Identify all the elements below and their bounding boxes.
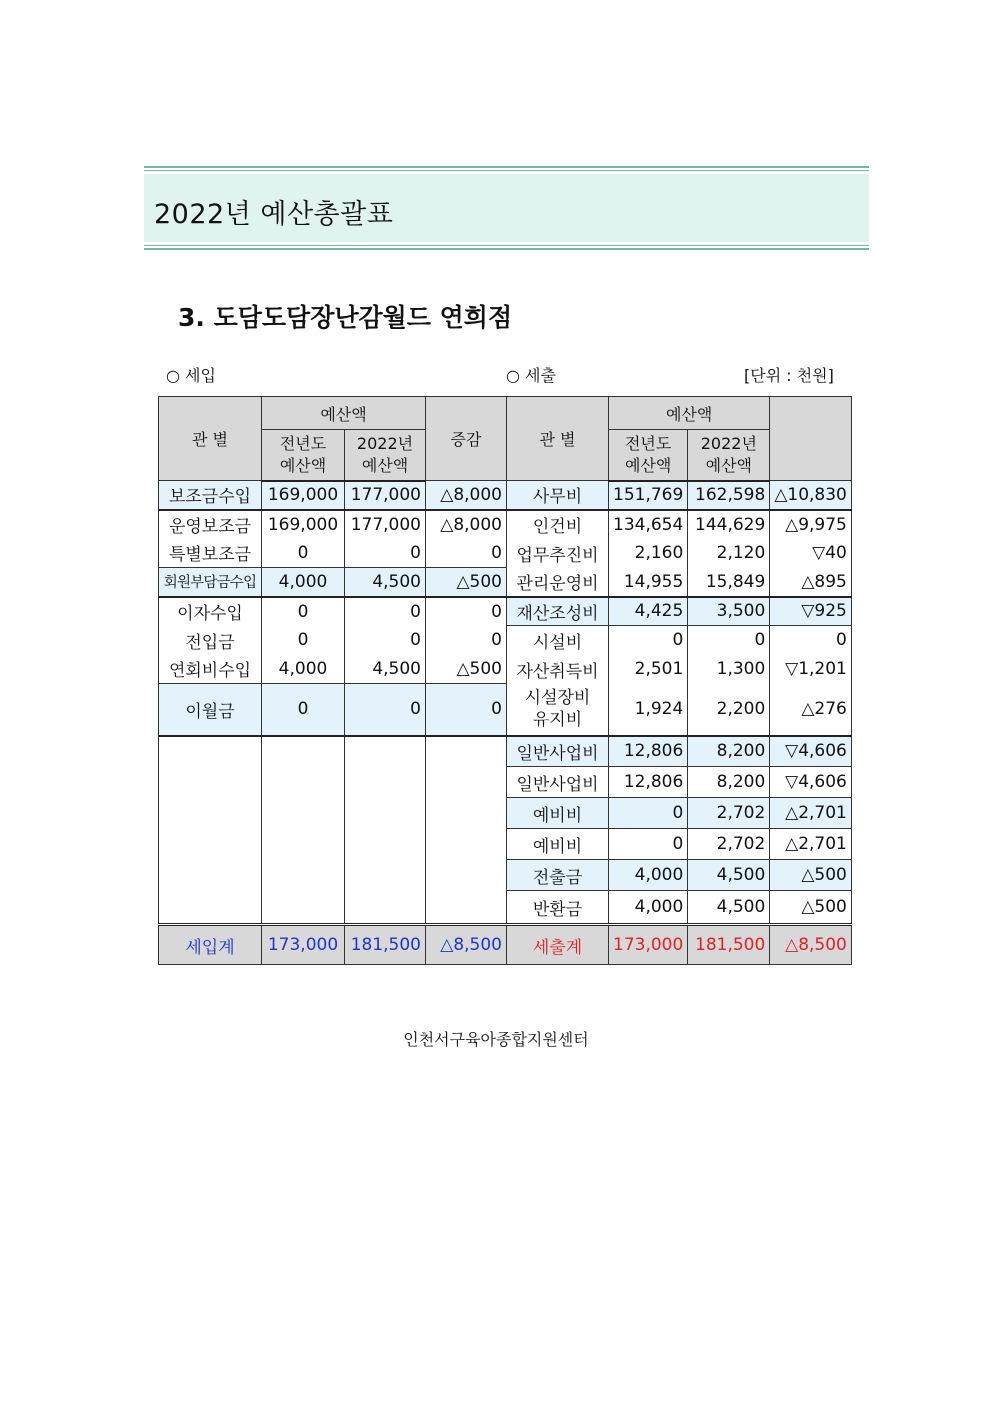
expense-diff: △2,701 xyxy=(770,798,852,829)
expense-cur: 162,598 xyxy=(688,481,770,510)
revenue-name: 특별보조금 xyxy=(159,539,262,568)
expense-cur: 15,849 xyxy=(688,568,770,597)
expense-prev: 4,000 xyxy=(609,860,688,891)
expense-diff: ▽925 xyxy=(770,597,852,626)
footer-organization: 인천서구육아종합지원센터 xyxy=(403,1030,589,1049)
expense-cur: 4,500 xyxy=(688,891,770,925)
revenue-cur: 0 xyxy=(345,539,426,568)
revenue-name: 전입금 xyxy=(159,626,262,655)
expense-budget-header: 예산액 xyxy=(609,397,770,430)
expense-prev-header: 전년도 예산액 xyxy=(609,430,688,481)
expense-prev: 0 xyxy=(609,798,688,829)
revenue-name: 연회비수입 xyxy=(159,655,262,684)
revenue-name: 이월금 xyxy=(159,684,262,736)
banner-top-line xyxy=(144,166,869,168)
revenue-prev: 4,000 xyxy=(262,568,345,597)
revenue-cur: 0 xyxy=(345,626,426,655)
expense-cur: 4,500 xyxy=(688,860,770,891)
expense-name: 업무추진비 xyxy=(507,539,609,568)
expense-name: 예비비 xyxy=(507,829,609,860)
revenue-budget-header: 예산액 xyxy=(262,397,426,430)
page-title: 2022년 예산총괄표 xyxy=(154,199,394,230)
expense-diff: △10,830 xyxy=(770,481,852,510)
expense-prev: 2,501 xyxy=(609,655,688,684)
table-row xyxy=(159,481,852,510)
expense-cur: 2,200 xyxy=(688,684,770,736)
table-row xyxy=(159,736,852,767)
revenue-prev: 0 xyxy=(262,626,345,655)
revenue-total-diff: △8,500 xyxy=(426,925,507,965)
revenue-prev: 0 xyxy=(262,597,345,626)
expense-prev: 0 xyxy=(609,829,688,860)
expense-cur-header: 2022년 예산액 xyxy=(688,430,770,481)
expense-diff: ▽1,201 xyxy=(770,655,852,684)
title-banner xyxy=(144,166,869,250)
expense-total-name: 세출계 xyxy=(507,925,609,965)
table-row xyxy=(159,510,852,539)
expense-cur: 0 xyxy=(688,626,770,655)
revenue-diff: 0 xyxy=(426,684,507,736)
table-row xyxy=(159,626,852,655)
expense-prev: 12,806 xyxy=(609,767,688,798)
expense-diff: ▽4,606 xyxy=(770,767,852,798)
expense-prev: 14,955 xyxy=(609,568,688,597)
expense-prev: 2,160 xyxy=(609,539,688,568)
revenue-empty-cell xyxy=(159,736,262,925)
expense-name: 사무비 xyxy=(507,481,609,510)
expense-total-diff: △8,500 xyxy=(770,925,852,965)
revenue-change-header: 증감 xyxy=(426,397,507,481)
revenue-empty-cell xyxy=(345,736,426,925)
expense-name: 예비비 xyxy=(507,798,609,829)
expense-diff: △276 xyxy=(770,684,852,736)
revenue-cur-header: 2022년 예산액 xyxy=(345,430,426,481)
expense-name: 일반사업비 xyxy=(507,736,609,767)
expense-name: 전출금 xyxy=(507,860,609,891)
expense-name: 시설장비 유지비 xyxy=(507,684,609,736)
revenue-empty-cell xyxy=(426,736,507,925)
revenue-name: 이자수입 xyxy=(159,597,262,626)
revenue-diff: 0 xyxy=(426,597,507,626)
revenue-name: 보조금수입 xyxy=(159,481,262,510)
revenue-cur: 0 xyxy=(345,597,426,626)
revenue-prev: 0 xyxy=(262,684,345,736)
expense-name: 일반사업비 xyxy=(507,767,609,798)
revenue-total-cur: 181,500 xyxy=(345,925,426,965)
expense-total-prev: 173,000 xyxy=(609,925,688,965)
expense-prev: 134,654 xyxy=(609,510,688,539)
revenue-cur: 0 xyxy=(345,684,426,736)
revenue-total-prev: 173,000 xyxy=(262,925,345,965)
expense-diff: ▽40 xyxy=(770,539,852,568)
revenue-total-name: 세입계 xyxy=(159,925,262,965)
revenue-diff: △8,000 xyxy=(426,481,507,510)
table-row xyxy=(159,684,852,736)
revenue-diff: △500 xyxy=(426,655,507,684)
header-row-1 xyxy=(159,397,852,430)
expense-cur: 2,702 xyxy=(688,829,770,860)
expense-cur: 144,629 xyxy=(688,510,770,539)
revenue-prev: 169,000 xyxy=(262,510,345,539)
banner-bottom-line xyxy=(144,248,869,250)
revenue-category-header: 관 별 xyxy=(159,397,262,481)
expense-cur: 3,500 xyxy=(688,597,770,626)
expense-prev: 4,000 xyxy=(609,891,688,925)
expense-cur: 1,300 xyxy=(688,655,770,684)
expense-prev: 4,425 xyxy=(609,597,688,626)
table-row xyxy=(159,539,852,568)
expense-change-header xyxy=(770,397,852,481)
expense-name: 재산조성비 xyxy=(507,597,609,626)
revenue-name: 운영보조금 xyxy=(159,510,262,539)
expense-diff: △2,701 xyxy=(770,829,852,860)
table-row xyxy=(159,597,852,626)
expense-prev: 0 xyxy=(609,626,688,655)
expense-diff: 0 xyxy=(770,626,852,655)
revenue-diff: 0 xyxy=(426,626,507,655)
revenue-diff: △500 xyxy=(426,568,507,597)
revenue-cur: 4,500 xyxy=(345,568,426,597)
revenue-caption: ○ 세입 xyxy=(166,366,216,385)
expense-name: 인건비 xyxy=(507,510,609,539)
budget-table xyxy=(158,396,852,965)
revenue-prev: 0 xyxy=(262,539,345,568)
banner-bottom-line-thin xyxy=(144,245,869,246)
revenue-diff: 0 xyxy=(426,539,507,568)
banner-top-line-thin xyxy=(144,170,869,171)
expense-diff: △895 xyxy=(770,568,852,597)
revenue-cur: 177,000 xyxy=(345,481,426,510)
expense-name: 시설비 xyxy=(507,626,609,655)
totals-row xyxy=(159,925,852,965)
revenue-prev: 4,000 xyxy=(262,655,345,684)
expense-name: 반환금 xyxy=(507,891,609,925)
expense-cur: 8,200 xyxy=(688,767,770,798)
unit-caption: [단위 : 천원] xyxy=(744,366,834,385)
expense-cur: 8,200 xyxy=(688,736,770,767)
revenue-empty-cell xyxy=(262,736,345,925)
expense-diff: △500 xyxy=(770,891,852,925)
section-title: 3. 도담도담장난감월드 연희점 xyxy=(178,303,513,332)
expense-caption: ○ 세출 xyxy=(506,366,556,385)
table-row xyxy=(159,568,852,597)
expense-diff: △500 xyxy=(770,860,852,891)
expense-diff: ▽4,606 xyxy=(770,736,852,767)
revenue-prev-header: 전년도 예산액 xyxy=(262,430,345,481)
expense-total-cur: 181,500 xyxy=(688,925,770,965)
expense-category-header: 관 별 xyxy=(507,397,609,481)
expense-prev: 12,806 xyxy=(609,736,688,767)
expense-name: 자산취득비 xyxy=(507,655,609,684)
expense-prev: 1,924 xyxy=(609,684,688,736)
expense-diff: △9,975 xyxy=(770,510,852,539)
revenue-name: 회원부담금수입 xyxy=(159,568,262,597)
expense-prev: 151,769 xyxy=(609,481,688,510)
expense-name: 관리운영비 xyxy=(507,568,609,597)
expense-cur: 2,120 xyxy=(688,539,770,568)
revenue-cur: 4,500 xyxy=(345,655,426,684)
expense-cur: 2,702 xyxy=(688,798,770,829)
revenue-diff: △8,000 xyxy=(426,510,507,539)
table-row xyxy=(159,655,852,684)
revenue-cur: 177,000 xyxy=(345,510,426,539)
revenue-prev: 169,000 xyxy=(262,481,345,510)
